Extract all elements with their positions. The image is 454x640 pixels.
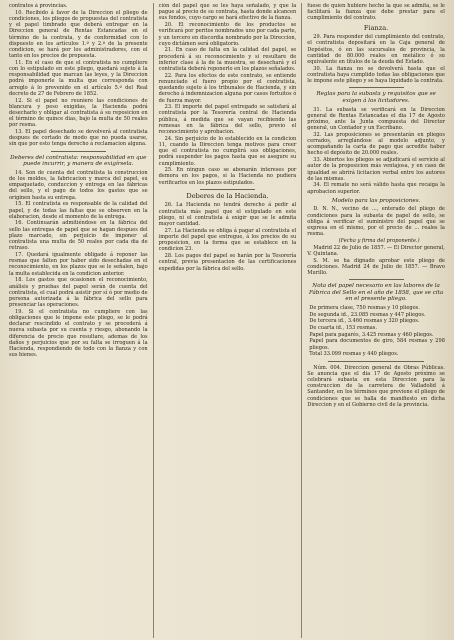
paragraph: Núm. 004. Direccion general de Obras Públicas. Se anuncia que el dia 17 de Agosto próximo se celebrará subasta en esta Direccion para la construccion de la carretera de Valladolid á Santander, en los términos que previene el pliego de condiciones que se halla de manifiesto en dicha Direccion y en el Gobierno civil de la provincia. bbox=[307, 364, 445, 408]
paragraph: 23. El importe del papel entregado se satisfará al contratista por la Tesorería central de Hacienda pública, á medida que se vayan recibiendo las remesas en la fábrica del sello, previo el reconocimiento y aprobacion. bbox=[158, 104, 297, 136]
signature-line: (Fecha y firma del proponente.) bbox=[338, 237, 420, 244]
paragraph: 10. Recibido á favor de la Direccion el pliego de condiciones, los pliegos de propuestas del contratista y el papel timbrado que deberá entregar en la Direccion general de Rentas Estancadas en el término de la contrata, y de conformidad con lo dispuesto en los artículos 1.º y 2.º de la presente condicion, se hará por los administradores, con el tanto en los precios de propuesta. bbox=[9, 9, 148, 60]
paragraph: 33. Abiertos los pliegos se adjudicará el servicio al autor de la proposicion más ventajosa, y en caso de igualdad se abrirá licitacion verbal entre los autores de las mismas. bbox=[307, 157, 445, 182]
section-heading: Deberes de la Hacienda. bbox=[186, 191, 269, 200]
paragraph: D. N. N., vecino de ..., enterado del pliego de condiciones para la subasta de papel de sello, se obliga á verificar el suministro del papel que se expresa en el mismo, por el precio de ... reales la resma. bbox=[307, 206, 445, 238]
paragraph: 26. La Hacienda no tendrá derecho á pedir al contratista más papel que el estipulado en este pliego, ni el contratista á exigir que se le admita mayor cantidad. bbox=[158, 202, 297, 228]
paragraph: 25. En ningun caso se abonarán intereses por demora en los pagos, si la Hacienda no pudiera verificarlos en los plazos estipulados. bbox=[158, 167, 297, 186]
list-item: Total 33.099 resmas y 440 pliegos. bbox=[309, 351, 399, 358]
paragraph: 15. El contratista es responsable de la calidad del papel, y de todas las faltas que se observen en la elaboracion, desde el momento de la entrega. bbox=[9, 201, 148, 220]
list-item: De primera clase, 750 resmas y 10 pliegos. bbox=[309, 304, 420, 311]
paragraph: 21. En caso de falta en la calidad del papel, se procederá á su reconocimiento y si resultare de inferior clase á la de la muestra, se desechará y el contratista deberá reponerlo en los plazos señalados. bbox=[158, 47, 297, 73]
list-item: De tercera id., 3.460 resmas y 320 pliegos. bbox=[309, 318, 420, 325]
paragraph: 29. Para responder del cumplimiento del contrato, el contratista depositará en la Caja general de Depósitos, ó en las sucursales de provincia, la cantidad de 80.000 reales en metálico ó su equivalente en títulos de la deuda del Estado. bbox=[307, 34, 445, 66]
paragraph: Madrid 22 de Julio de 1857. — El Director general, V. Quintana. bbox=[307, 244, 445, 257]
paragraph: 28. Los pagos del papel se harán por la Tesorería central, previa presentacion de las certificaciones expedidas por la fábrica del sello. bbox=[158, 253, 297, 272]
column-right bbox=[301, 3, 450, 638]
paragraph: 32. Las proposiciones se presentarán en pliegos cerrados, arreglándose al modelo adjunto, y acompañando la carta de pago que acredite haber hecho el depósito de 20.000 reales. bbox=[307, 131, 445, 157]
column-middle bbox=[153, 3, 302, 638]
quantity-list bbox=[307, 305, 445, 358]
separator-rule bbox=[328, 361, 424, 362]
paragraph: 31. La subasta se verificará en la Direccion general de Rentas Estancadas el dia 17 de Agosto próximo, ante la Junta compuesta del Director general, un Contador y un Escribano. bbox=[307, 106, 445, 132]
section-heading: Modelo para las proposiciones. bbox=[331, 197, 421, 204]
paragraph: 18. Los gastos que ocasionen el reconocimiento, análisis y pruebas del papel serán de cuenta del contratista, el cual podrá asistir por sí ó por medio de persona autorizada á la fábrica del sello para presenciar las operaciones. bbox=[9, 277, 148, 309]
section-heading: Fianza. bbox=[363, 23, 389, 32]
list-item: Papel para documentos de giro, 584 resmas y 298 pliegos. bbox=[309, 338, 445, 351]
separator-rule bbox=[349, 279, 404, 280]
section-heading: Deberes del contratista: responsabilidad en que puede incurrir, y manera de exigírsela. bbox=[10, 154, 147, 168]
paragraph: fuese de quien hubiere hecho la que se admita, se le facilitará la fianza que debe prestar para el cumplimiento del contrato. bbox=[307, 3, 445, 22]
paragraph: 34. El remate no será válido hasta que recaiga la aprobacion superior. bbox=[307, 182, 445, 195]
paragraph: 12. Si el papel no reuniere las condiciones de blancura y peso exigidas, la Hacienda podrá desecharlo y obligar al contratista á su reposicion en el término de quince dias, bajo la multa de 50 reales por resma. bbox=[9, 97, 148, 129]
paragraph: 16. Continuarán admitiéndose en la fábrica del sello las entregas de papel que se hagan despues del plazo marcado, sin perjuicio de imponer al contratista una multa de 50 reales por cada dia de retraso. bbox=[9, 220, 148, 252]
paragraph: 13. El papel desechado se devolverá al contratista despues de cortado de modo que no pueda usarse, sin que por esto tenga derecho á reclamacion alguna. bbox=[9, 129, 148, 148]
paragraph: 27. La Hacienda se obliga á pagar al contratista el importe del papel que entregue, á los precios de su proposicion, en la forma que se establece en la condicion 23. bbox=[158, 227, 297, 253]
paragraph: contratos á provincias. bbox=[9, 3, 68, 9]
paragraph: 17. Quedará igualmente obligado á reponer las resmas que falten por haber sido desechadas en el reconocimiento, en los plazos que se le señalen, bajo la multa establecida en la condicion anterior. bbox=[9, 252, 148, 277]
text-columns bbox=[4, 3, 450, 638]
separator-rule bbox=[200, 189, 255, 190]
paragraph: S. M. se ha dignado aprobar este pliego de condiciones. Madrid 24 de Julio de 1857. — Bravo Murillo. bbox=[307, 257, 445, 276]
paragraph: 20. El reconocimiento de los productos se verificará por peritos nombrados uno por cada parte, y un tercero en discordia nombrado por la Direccion, cuyo dictámen será obligatorio. bbox=[158, 22, 297, 47]
list-item: De segunda id., 23.085 resmas y 447 pliegos. bbox=[309, 311, 426, 318]
paragraph: 22. Para los efectos de este contrato, se entiende renunciado el fuero propio por el contratista, quedando sujeto á los tribunales de Hacienda, y sin derecho á indemnizacion alguna por casos fortuitos ó de fuerza mayor. bbox=[158, 72, 297, 104]
paragraph: 24. Sin perjuicio de lo establecido en la condicion 11, cuando la Direccion tenga motivos para creer que el contratista no cumplirá sus obligaciones, podrá suspender los pagos hasta que se asegure su cumplimiento. bbox=[158, 135, 297, 167]
paragraph: 19. Si el contratista no cumpliere con las obligaciones que le impone este pliego, se le podrá declarar rescindido el contrato y se procederá á nueva subasta por su cuenta y riesgo, abonando la diferencia de precio que resultare, ademas de los daños y perjuicios que por su falta se irroguen á la Hacienda, respondiendo de todo con la fianza y con sus bienes. bbox=[9, 308, 148, 359]
column-left bbox=[4, 3, 153, 638]
list-item: Papel para pagarés, 3.425 resmas y 460 pliegos. bbox=[309, 331, 434, 338]
section-heading: Nota del papel necesario en las labores de la Fábrica del Sello en el año de 1858, que se cita en el presente pliego. bbox=[308, 283, 444, 303]
separator-rule bbox=[51, 151, 106, 152]
paragraph: ción del papel que se les haya señalado, y que la pague al precio de su contrata, hasta donde alcancen sus fondos, cuyo cargo se hará efectivo de la fianza. bbox=[158, 3, 297, 22]
section-heading: Reglas para la subasta y requisitos que se exigen á los licitadores. bbox=[316, 91, 436, 104]
separator-rule bbox=[349, 87, 404, 88]
paragraph: 30. La fianza no se devolverá hasta que el contratista haya cumplido todas las obligaciones que le impone este pliego y se haya liquidado la contrata. bbox=[307, 65, 445, 85]
list-item: De cuarta id., 153 resmas. bbox=[309, 325, 377, 332]
paragraph: 11. En el caso de que el contratista no cumpliere con lo estipulado en este pliego, quedará sujeto á la responsabilidad que marcan las leyes, y la Direccion podrá imponerle la multa que corresponda con arreglo á lo prevenido en el artículo 5.º del Real decreto de 27 de Febrero de 1852. bbox=[9, 59, 148, 97]
paragraph: 14. Son de cuenta del contratista la construccion de los moldes, la fabricacion y marca del papel, su empaquetado, conduccion y entrega en las fábricas del sello, y el pago de todos los gastos que se originen hasta su entrega. bbox=[9, 169, 148, 201]
